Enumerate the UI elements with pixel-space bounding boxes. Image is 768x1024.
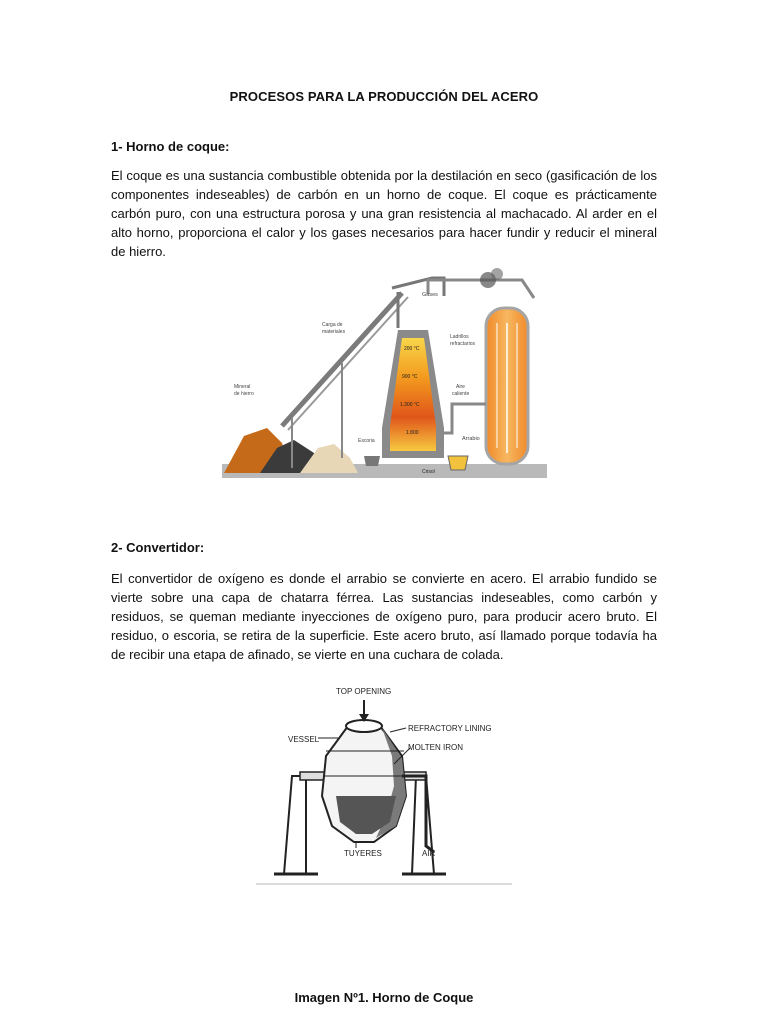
label-200c: 200 °C (404, 346, 420, 352)
label-ladrillos: Ladrillos (450, 334, 469, 340)
label-refractory-lining: REFRACTORY LINING (408, 724, 492, 733)
left-support (284, 776, 306, 874)
label-carga: Carga de (322, 322, 343, 328)
label-mineral: Mineral (234, 384, 251, 390)
paragraph-horno-de-coque: El coque es una sustancia combustible obtenida por la destilación en seco (gasificación de los componentes indeseables) de carbón en un horno de coque. El coque es prácticamente carbón puro, con una estructura porosa y una gran resistencia al machacado. Al arder en el alto horno, proporciona el calor y los gases necesarios para hacer fundir y reducir el mineral de hierro. (111, 168, 657, 259)
figure-caption: Imagen Nº1. Horno de Coque (294, 990, 474, 1005)
label-arrabio: Arrabio (462, 436, 480, 442)
label-top-opening: TOP OPENING (336, 687, 392, 696)
label-tuyeres: TUYERES (344, 849, 382, 858)
label-caliente: caliente (452, 391, 470, 397)
section-heading-horno-de-coque: 1- Horno de coque: (111, 139, 230, 154)
label-de-hierro: de hierro (234, 391, 254, 397)
section-heading-convertidor: 2- Convertidor: (111, 540, 205, 555)
right-support (412, 776, 434, 874)
label-1300c: 1.300 °C (400, 402, 420, 408)
label-1800: 1.800 (406, 430, 419, 436)
paragraph-convertidor: El convertidor de oxígeno es donde el arrabio se convierte en acero. El arrabio fundido se vierte sobre una capa de chatarra férrea. Las sustancias indeseables, como carbón y residuos, se queman mediante inyecciones de oxígeno puro, para producir acero bruto. El residuo, o escoria, se retira de la superficie. Este acero bruto, así llamado porque todavía ha de recibir una etapa de afinado, se vierte en una cuchara de colada. (111, 571, 657, 662)
label-aire: Aire (456, 384, 465, 390)
label-air: AIR (422, 849, 436, 858)
label-molten-iron: MOLTEN IRON (408, 743, 463, 752)
label-900c: 900 °C (402, 374, 418, 380)
label-crisol: Crisol (422, 469, 435, 475)
hot-air-pipe (444, 404, 486, 433)
converter-figure (256, 676, 512, 886)
arrabio-ladle (448, 456, 468, 470)
label-escoria: Escoria (358, 438, 375, 444)
label-refractarios: refractarios (450, 341, 476, 347)
label-vessel: VESSEL (288, 735, 320, 744)
slag-cart (364, 456, 380, 466)
document-title: PROCESOS PARA LA PRODUCCIÓN DEL ACERO (229, 89, 539, 104)
blast-furnace-figure (222, 268, 547, 478)
label-materiales: materiales (322, 329, 346, 335)
label-gases: Gases (422, 292, 438, 298)
